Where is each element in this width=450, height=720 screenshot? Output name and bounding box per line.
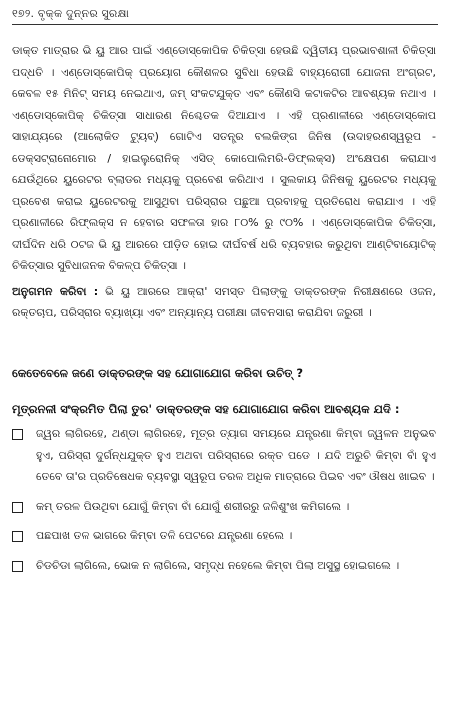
checkbox-icon <box>12 531 23 542</box>
checkbox-icon <box>12 561 23 572</box>
list-item <box>12 555 436 577</box>
body-text <box>12 40 436 324</box>
subheading-contact-if: ମୂତ୍ରନଳୀ ସଂକ୍ରମିତ ପିଲା ତୁର' ଡାକ୍ତରଙ୍କ ସହ ଯୋଗାଯୋଗ କରିବା ଆବଶ୍ୟକ ଯଦି : <box>12 402 400 416</box>
paragraph-follow-up <box>12 281 436 324</box>
list-item <box>12 525 436 547</box>
symptom-list <box>12 423 436 584</box>
running-header: ୧୭୨. ବୃକ୍କ ଦୁନ୍ନର ସୁରକ୍ଷା <box>12 7 130 20</box>
paragraph-endoscopic: ଡାକ୍ତ ମାତ୍ରାର ଭି ୟୁ ଆର ପାଇଁ ଏଣ୍ଡୋସ୍କୋପିକ ଚିକିତ୍ସା ହେଉଛି ଦ୍ୱିତୀୟ ପ୍ରଭାବଶାଳୀ ଚିକିତ୍ସା ପଦ୍ଧତି । ଏଣ୍ଡୋସ୍କୋପିକ୍ ପ୍ରୟୋଗ କୌଶଳର ସୁବିଧା ହେଉଛି ବାହ୍ୟରୋଗୀ ଯୋଜନା ଅଂଗ୍ରଟ, କେବଳ ୧୫ ମିନିଟ୍ ସମୟ ନେଇଥାଏ, ଜମ୍ ସଂକଟଯୁକ୍ତ ଏବଂ କୌଣସି କଟାକଟିର ଆବଶ୍ୟକ ନଥାଏ । ଏଣ୍ଡୋସ୍କୋପିକ୍ ଚିକିତ୍ସା ସାଧାରଣ ନିଶ୍ଚେତକ ଦିଆଯାଏ । ଏହି ପ୍ରଣାଳୀରେ ଏଣ୍ଡୋସ୍କୋପ ସାହାଯ୍ୟରେ (ଆଲୋକିତ ଟ୍ୟୁବ୍) ଗୋଟିଏ ସତନ୍ତ୍ର ବଲକିଙ୍ଗ ଜିନିଷ (ଉଦାହରଣସ୍ୱରୂପ - ଡେକ୍ସଟ୍ରାନୋମୋର / ହାଇଲୁରୋନିକ୍ ଏସିଡ୍ କୋପୋଲିମରି-ଡିଫ୍ଲକ୍ସ) ଅଂକ୍ଷେପଣ କରାଯାଏ ଯେଉଁଥିରେ ୟୁରେଟର ବ୍ଲାଡର ମଧ୍ୟକୁ ପ୍ରବେଶ କରିଥାଏ । ସୁଲକାୟ ଜିନିଷକୁ ୟୁରେଟର ମଧ୍ୟକୁ ପ୍ରବେଶ କରାଇ ୟୁରେଟରକୁ ଆସୁଥିବା ପରିସ୍ରାର ପଛୁଆ ପ୍ରବାହକୁ ପ୍ରତିରୋଧ କରାଯାଏ । ଏହି ପ୍ରଣାଳୀରେ ରିଫ୍ଲକ୍ସ ନ ହେବାର ସଫଳତା ହାର ୮୦% ରୁ ୯୦% । ଏଣ୍ଡୋସ୍କୋପିକ ଚିକିତ୍ସା, ଦୀର୍ଘଦିନ ଧରି ୦ଟଜ ଭି ୟୁ ଆରରେ ପୀଡ଼ିତ ହୋଇ ଦୀର୍ଘବର୍ଷ ଧରି ବ୍ୟବହାର କରୁଥିବା ଆଣ୍ଟିବାୟୋଟିକ୍ ଚିକିତ୍ସାର ସୁବିଧାଜନକ ବିକଳ୍ପ ଚିକିତ୍ସା । <box>12 44 436 272</box>
list-item <box>12 496 436 518</box>
follow-up-label: ଅନୁଗମନ କରିବା : <box>12 284 99 298</box>
header-divider <box>12 24 438 25</box>
list-item-text: ପଛପାଖ ତଳ ଭାଗରେ କିମ୍ବା ତଳି ପେଟରେ ଯନ୍ତ୍ରଣା ହେଲେ । <box>36 529 293 542</box>
list-item <box>12 423 436 488</box>
section-heading-when-to-contact: କେତେବେଳେ ଜଣେ ଡାକ୍ତରଙ୍କ ସହ ଯୋଗାଯୋଗ କରିବା ଉଚିତ୍ ? <box>12 366 304 380</box>
follow-up-text: ଭି ୟୁ ଆରରେ ଆକ୍ରା' ସମସ୍ତ ପିଲାଙ୍କୁ ଡାକ୍ତରଙ୍କ ନିରୀକ୍ଷଣରେ ଓଜନ, ରକ୍ତଚାପ, ପରିସ୍ରାର ବ୍ୟାଖ୍ୟା ଏବଂ ଅନ୍ୟାନ୍ୟ ପରୀକ୍ଷା ଜୀବନସାରା କରାଯିବା ଜରୁରୀ । <box>12 284 436 319</box>
checkbox-icon <box>12 429 23 440</box>
checkbox-icon <box>12 502 23 513</box>
list-item-text: ଚିଡଚିଡା ଲାଗିଲେ, ଭୋକ ନ ଲାଗିଲେ, ସମୃଦ୍ଧ ନହେଲେ କିମ୍ବା ପିଲା ଅସୁସ୍ଥ ହୋଇଗଲେ । <box>36 558 400 572</box>
list-item-text: ଜ୍ୱର ଲାଗିରହେ, ଥଣ୍ଡା ଲାଗିରହେ, ମୂତ୍ର ତ୍ୟାଗ ସମୟରେ ଯନ୍ତ୍ରଣା କିମ୍ବା ଜ୍ୱଳନ ଅନୁଭବ ହୁଏ, ପରିସ୍ରା ଦୁର୍ଗନ୍ଧଯୁକ୍ତ ହୁଏ ଅଥବା ପରିସ୍ରାରେ ରକ୍ତ ପଡେ । ଯଦି ଅରୁଚି କିମ୍ବା ବାଁ ହୁଏ ତେବେ ତା'ର ପ୍ରତିଷେଧକ ବ୍ୟବସ୍ଥା ସ୍ୱରୂପ ତରଳ ଅଧିକ ମାତ୍ରାରେ ପିଇବ ଏବଂ ଔଷଧ ଖାଇବ । <box>36 427 436 483</box>
list-item-text: କମ୍ ତରଳ ପିଉଥିବା ଯୋଗୁଁ କିମ୍ବା ବାଁ ଯୋଗୁଁ ଶରୀରରୁ ଜଳିଶୁଂଖ କମିଗଲେ । <box>36 499 350 513</box>
